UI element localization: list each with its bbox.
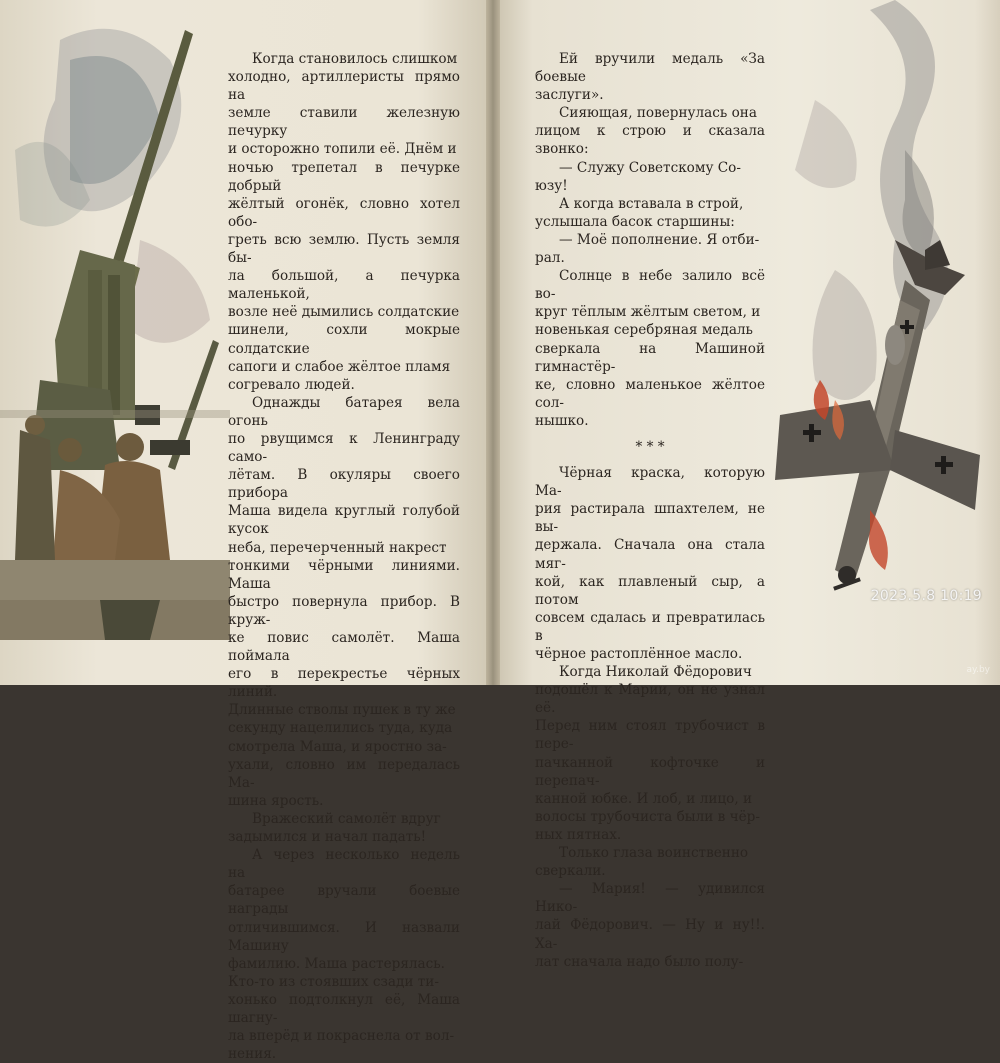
text-line: нения.	[228, 1046, 277, 1063]
text-line: лётам. В окуляры своего прибора	[228, 467, 460, 502]
text-line: совсем сдалась и превратилась в	[535, 609, 765, 644]
left-page	[0, 0, 492, 1063]
text-line: Солнце в небе залило всё во-	[535, 268, 765, 303]
text-line: возле неё дымились солдатские	[228, 304, 460, 321]
text-line: холодно, артиллеристы прямо на	[228, 69, 460, 104]
anti-aircraft-gun-illustration	[0, 0, 230, 685]
right-page	[492, 0, 1000, 970]
text-line: пачканной кофточке и перепач-	[535, 754, 765, 789]
text-line: ке, словно маленькое жёлтое сол-	[535, 376, 765, 411]
text-line: держала. Сначала она стала мяг-	[535, 537, 765, 572]
text-line: смотрела Маша, и яростно за-	[228, 738, 447, 755]
text-line: быстро повернула прибор. В круж-	[228, 593, 460, 628]
text-line: кой, как плавленый сыр, а потом	[535, 573, 765, 608]
text-line: сверкала на Машиной гимнастёр-	[535, 340, 765, 375]
text-line: Длинные стволы пушек в ту же	[228, 702, 456, 719]
text-line: нышко.	[535, 412, 589, 429]
text-line: и осторожно топили её. Днём и	[228, 141, 457, 158]
text-line: заслуги».	[535, 87, 604, 104]
text-line: сверкали.	[535, 863, 606, 880]
text-line: чёрное растоплённое масло.	[535, 646, 743, 662]
text-line: Вражеский самолёт вдруг	[252, 810, 441, 827]
text-line: ночью трепетал в печурке добрый	[228, 159, 460, 194]
text-line: подошёл к Марии, он не узнал её.	[535, 682, 765, 717]
text-line: новенькая серебряная медаль	[535, 322, 753, 339]
text-line: волосы трубочиста были в чёр-	[535, 808, 760, 825]
text-line: сапоги и слабое жёлтое пламя	[228, 358, 451, 375]
text-line: согревало людей.	[228, 376, 355, 393]
text-line: канной юбке. И лоб, и лицо, и	[535, 790, 753, 807]
text-line: батарее вручали боевые награды	[228, 883, 460, 918]
text-line: рия растирала шпахтелем, не вы-	[535, 501, 765, 536]
left-page-text	[228, 50, 460, 1063]
text-line: лат сначала надо было полу-	[535, 953, 744, 970]
text-line: Когда становилось слишком	[252, 51, 458, 67]
site-watermark: ay.by	[966, 665, 990, 675]
text-line: по рвущимся к Ленинграду само-	[228, 430, 460, 466]
text-line: — Мария! — удивился Нико-	[535, 881, 765, 916]
falling-plane-illustration	[775, 0, 1000, 640]
text-line: задымился и начал падать!	[228, 829, 427, 846]
text-line: греть всю землю. Пусть земля бы-	[228, 231, 460, 267]
text-line: жёлтый огонёк, словно хотел обо-	[228, 195, 460, 230]
text-line: услышала басок старшины:	[535, 213, 735, 230]
photo-timestamp: 2023.5.8 10:19	[870, 588, 982, 604]
text-line: секунду нацелились туда, куда	[228, 720, 453, 737]
text-line: ла большой, а печурка маленькой,	[228, 268, 460, 303]
text-line: лицом к строю и сказала звонко:	[535, 123, 765, 158]
text-line: ухали, словно им передалась Ма-	[228, 756, 460, 791]
text-line: шина ярость.	[228, 792, 324, 809]
text-line: его в перекрестье чёрных линий.	[228, 666, 460, 701]
text-line: ла вперёд и покраснела от вол-	[228, 1028, 455, 1045]
text-line: отличившимся. И назвали Машину	[228, 919, 460, 954]
text-line: ке повис самолёт. Маша поймала	[228, 630, 460, 665]
section-break: * * *	[635, 438, 665, 455]
text-line: земле ставили железную печурку	[228, 105, 460, 140]
text-line: фамилию. Маша растерялась.	[228, 955, 445, 972]
text-line: хонько подтолкнул её, Маша шагну-	[228, 991, 460, 1026]
text-line: неба, перечерченный накрест	[228, 539, 447, 556]
text-line: — Моё пополнение. Я отби-	[559, 231, 760, 248]
text-line: Кто-то из стоявших сзади ти-	[228, 973, 439, 990]
text-line: юзу!	[535, 177, 568, 194]
text-line: лай Фёдорович. — Ну и ну!!. Ха-	[535, 917, 765, 952]
text-line: шинели, сохли мокрые солдатские	[228, 322, 460, 357]
text-line: Когда Николай Фёдорович	[559, 664, 752, 681]
text-line: Сияющая, повернулась она	[559, 105, 757, 122]
text-line: Чёрная краска, которую Ма-	[535, 465, 765, 500]
right-page-text	[535, 50, 765, 971]
text-line: А через несколько недель на	[228, 847, 460, 882]
text-line: А когда вставала в строй,	[559, 195, 744, 212]
text-line: тонкими чёрными линиями. Маша	[228, 557, 460, 592]
text-line: рал.	[535, 250, 565, 267]
text-line: Перед ним стоял трубочист в пере-	[535, 718, 765, 753]
text-line: Маша видела круглый голубой кусок	[228, 503, 460, 538]
text-line: — Служу Советскому Со-	[559, 159, 741, 176]
text-line: Ей вручили медаль «За боевые	[535, 51, 765, 86]
text-line: круг тёплым жёлтым светом, и	[535, 304, 761, 321]
book-gutter	[486, 0, 500, 685]
text-line: Только глаза воинственно	[559, 845, 749, 862]
text-line: ных пятнах.	[535, 826, 622, 843]
text-line: Однажды батарея вела огонь	[228, 394, 460, 429]
